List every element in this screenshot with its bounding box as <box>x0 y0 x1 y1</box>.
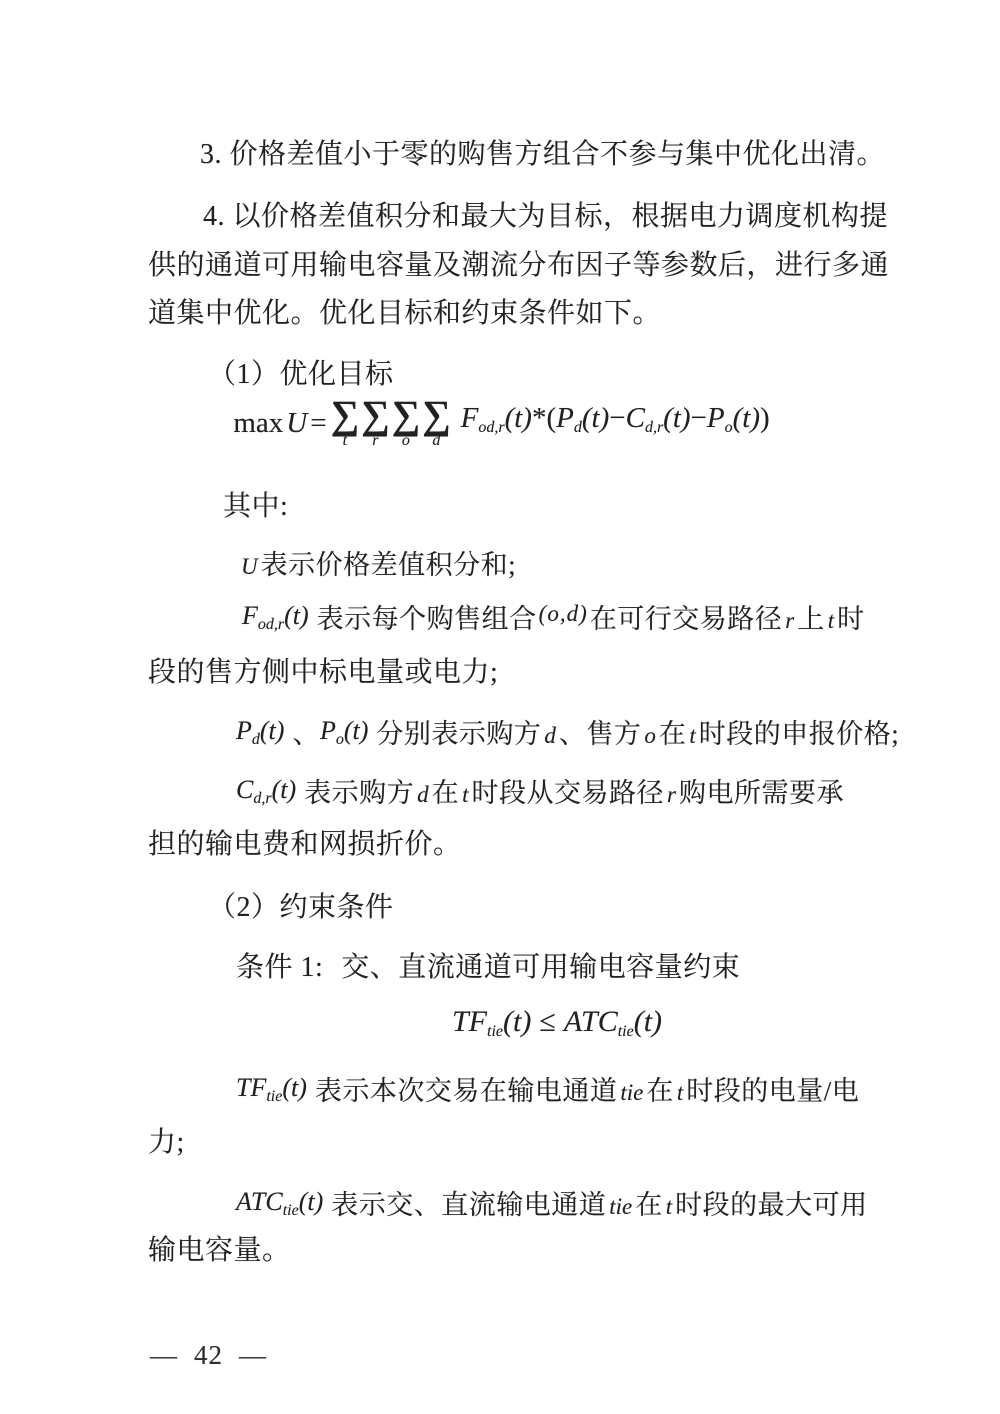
arg-t: (t) <box>259 716 285 745</box>
var-r: r <box>785 608 795 633</box>
definition-c-line-1 <box>236 774 844 822</box>
subscript-odr: od,r <box>478 418 505 436</box>
var-c: C <box>625 401 645 434</box>
section-1-heading: （1）优化目标 <box>208 359 394 390</box>
math-f-odr-t <box>242 597 309 644</box>
page-footer <box>150 1336 267 1374</box>
math-p-d-t <box>236 712 284 759</box>
var-p-buyer: P <box>236 716 252 745</box>
definition-text: 时段的电量/电 <box>686 1076 860 1106</box>
arg-t: (t) <box>271 775 297 804</box>
sum-over-d <box>422 392 451 449</box>
arg-t: (t) <box>581 401 610 434</box>
var-tie: tie <box>620 1080 644 1105</box>
arg-t: (t) <box>503 1005 532 1038</box>
arg-t: (t) <box>343 716 369 745</box>
var-d: d <box>417 782 429 807</box>
paragraph-4-line-2: 供的通道可用输电容量及潮流分布因子等参数后，进行多通 <box>148 250 890 281</box>
math-atc-tie-t <box>236 1183 323 1230</box>
var-f: F <box>242 601 258 630</box>
var-d: d <box>544 723 556 748</box>
paragraph-3: 3. 价格差值小于零的购售方组合不参与集中优化出清。 <box>200 139 886 170</box>
condition-1 <box>236 949 740 987</box>
paragraph-4-line-1: 4. 以价格差值积分和最大为目标，根据电力调度机构提 <box>203 201 889 232</box>
definition-text: 上 <box>797 604 825 634</box>
subscript-tie: tie <box>617 1023 634 1040</box>
definition-text: 表示购方 <box>304 778 415 808</box>
subscript-tie: tie <box>487 1023 504 1040</box>
subscript-odr: od,r <box>257 616 285 633</box>
definition-atc-line-2: 输电容量。 <box>148 1235 291 1266</box>
sigma-symbol: ∑ <box>422 392 451 437</box>
definition-text: 在 <box>635 1190 663 1220</box>
sigma-symbol: ∑ <box>391 392 421 437</box>
arg-t: (t) <box>633 1005 663 1038</box>
subscript-d: d <box>573 418 582 436</box>
var-t: t <box>462 782 469 807</box>
var-p-buyer: P <box>556 401 574 434</box>
close-paren: ) <box>760 401 770 434</box>
definition-text: 时 <box>837 604 865 634</box>
sum-over-o <box>391 392 421 449</box>
open-paren: ( <box>546 401 557 434</box>
definition-c-line-2: 担的输电费和网损折价。 <box>148 829 462 860</box>
definition-text: 、售方 <box>558 719 642 749</box>
minus-operator: − <box>609 401 626 434</box>
paragraph-4-line-3: 道集中优化。优化目标和约束条件如下。 <box>148 298 662 329</box>
equals-sign: = <box>310 406 327 439</box>
subscript-dr: d,r <box>644 418 664 436</box>
definition-text: 在 <box>646 1076 674 1106</box>
var-c: C <box>236 775 254 804</box>
var-p-seller: P <box>706 401 725 434</box>
var-o: o <box>644 723 656 748</box>
footer-left-dash: — <box>150 1340 178 1370</box>
subscript-o: o <box>335 731 344 748</box>
subscript-tie: tie <box>282 1202 299 1219</box>
section-2-heading: （2）约束条件 <box>208 892 394 923</box>
var-atc: ATC <box>563 1005 618 1038</box>
var-t: t <box>676 1080 684 1105</box>
arg-t: (t) <box>284 601 309 630</box>
multiply-operator: * <box>531 401 547 434</box>
sigma-symbol: ∑ <box>361 392 390 437</box>
condition-1-label: 条件 1: <box>236 952 324 983</box>
sum-index-o: o <box>401 432 410 449</box>
math-tf-tie-t <box>236 1069 307 1116</box>
arg-t: (t) <box>298 1187 324 1216</box>
math-c-dr-t <box>236 771 296 818</box>
definition-text: 表示价格差值积分和; <box>260 550 517 580</box>
definition-f-line-2: 段的售方侧中标电量或电力; <box>148 657 499 688</box>
arg-t: (t) <box>282 1073 307 1102</box>
subscript-dr: d,r <box>253 790 272 807</box>
var-tf: TF <box>452 1005 488 1038</box>
definition-tf-line-1 <box>236 1072 859 1120</box>
definition-text: 在 <box>431 778 460 808</box>
var-u: U <box>241 554 258 579</box>
pair-od: (o,d) <box>538 601 588 626</box>
footer-right-dash: — <box>239 1340 267 1370</box>
subscript-o: o <box>724 418 733 436</box>
var-atc: ATC <box>236 1187 283 1216</box>
objective-expression <box>461 399 770 447</box>
var-tie: tie <box>609 1194 633 1219</box>
definition-text: 时段的申报价格; <box>698 719 900 749</box>
arg-t: (t) <box>504 401 532 434</box>
arg-t: (t) <box>732 401 760 434</box>
var-t: t <box>665 1194 673 1219</box>
var-t: t <box>689 723 696 748</box>
sum-index-d: d <box>432 432 441 449</box>
max-operator: max <box>233 406 284 439</box>
definition-text: 购电所需要承 <box>678 778 844 808</box>
less-equal-sign: ≤ <box>539 1005 556 1038</box>
constraint-formula <box>452 1003 662 1051</box>
var-p-seller: P <box>319 716 336 745</box>
definition-text: 时段的最大可用 <box>675 1190 868 1220</box>
minus-operator: − <box>690 401 707 434</box>
var-f: F <box>460 401 479 434</box>
sum-index-r: r <box>372 432 379 449</box>
condition-1-text: 交、直流通道可用输电容量约束 <box>341 952 741 983</box>
var-tf: TF <box>236 1073 267 1102</box>
among-label: 其中: <box>223 491 289 522</box>
definition-u <box>238 546 516 586</box>
var-u: U <box>286 406 308 439</box>
subscript-tie: tie <box>266 1088 283 1105</box>
definition-p <box>236 715 899 763</box>
definition-text: 在可行交易路径 <box>589 604 783 634</box>
var-r: r <box>667 782 676 807</box>
definition-tf-line-2: 力; <box>148 1127 185 1158</box>
definition-text: 表示本次交易在输电通道 <box>314 1076 618 1106</box>
definition-f-line-1 <box>242 600 865 648</box>
enumeration-comma: 、 <box>292 719 320 749</box>
definition-text: 分别表示购方 <box>376 719 542 749</box>
definition-text: 表示交、直流输电通道 <box>331 1190 607 1220</box>
sum-over-r <box>361 392 390 449</box>
arg-t: (t) <box>663 401 691 434</box>
sum-index-t: t <box>342 432 348 449</box>
page-number: 42 <box>194 1340 223 1370</box>
definition-atc-line-1 <box>236 1186 868 1234</box>
objective-formula <box>0 392 1000 449</box>
var-t: t <box>827 608 835 633</box>
sum-over-t <box>330 392 360 449</box>
math-p-o-t <box>320 712 368 759</box>
subscript-d: d <box>251 731 260 748</box>
definition-text: 时段从交易路径 <box>471 778 665 808</box>
definition-text: 表示每个购售组合 <box>316 604 537 634</box>
definition-text: 在 <box>658 719 687 749</box>
sigma-symbol: ∑ <box>330 392 360 437</box>
